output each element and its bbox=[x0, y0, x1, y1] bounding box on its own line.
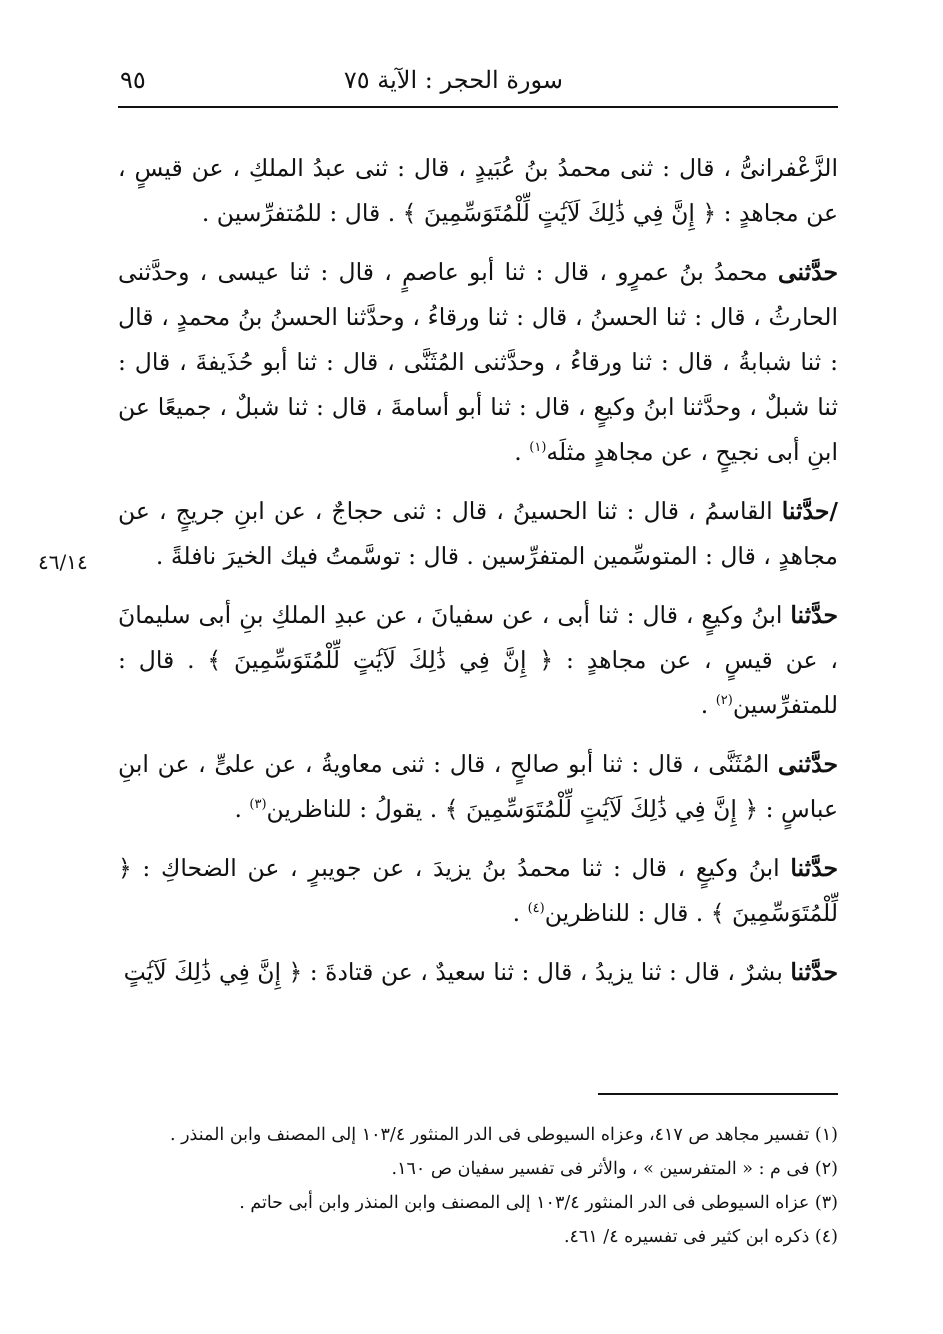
footnotes bbox=[118, 1118, 838, 1254]
footnote: (١) تفسير مجاهد ص ٤١٧، وعزاه السيوطى فى الدر المنثور ١٠٣/٤ إلى المصنف وابن المنذر . bbox=[169, 1125, 838, 1145]
paragraph-text: القاسمُ ، قال : ثنا الحسينُ ، قال : ثنى حجاجٌ ، عن ابنِ جريجٍ ، عن مجاهدٍ ، قال : المتوسِّمين المتفرِّسين . قال : توسَّمتُ فيك الخيرَ نافلةً . bbox=[118, 497, 838, 570]
footnote-marker: (٢) bbox=[715, 693, 733, 709]
paragraph-text: محمدُ بنُ عمرٍو ، قال : ثنا أبو عاصمٍ ، قال : ثنا عيسى ، وحدَّثنى الحارثُ ، قال : ثنا الحسنُ ، قال : ثنا ورقاءُ ، وحدَّثنا الحسنُ بنُ محمدٍ ، قال : ثنا شبابةُ ، قال : ثنا ورقاءُ ، وحدَّثنى المُثَنَّى ، قال : ثنا أبو حُذَيفةَ ، قال : ثنا شبلٌ ، وحدَّثنا ابنُ وكيعٍ ، قال : ثنا أبو أسامةَ ، قال : ثنا شبلٌ ، جميعًا عن ابنِ أبى نجيحٍ ، عن مجاهدٍ مثلَه bbox=[118, 258, 838, 466]
running-title: سورة الحجر : الآية ٧٥ bbox=[343, 66, 563, 94]
footnote-marker: (١) bbox=[529, 440, 547, 456]
paragraph-lead: حدَّثنا bbox=[790, 958, 838, 986]
footnote: (٢) فى م : « المتفرسين » ، والأثر فى تفسير سفيان ص ١٦٠. bbox=[391, 1159, 838, 1179]
paragraph bbox=[118, 950, 838, 995]
footnote-marker: (٤) bbox=[527, 901, 545, 917]
paragraph-text: المُثَنَّى ، قال : ثنا أبو صالحٍ ، قال : ثنى معاويةُ ، عن علىٍّ ، عن ابنِ عباسٍ : ﴿ إِنَّ فِي ذَٰلِكَ لَآيَٰتٍ لِّلْمُتَوَسِّمِينَ ﴾ . يقولُ : للناظرين bbox=[118, 750, 838, 823]
paragraph: حدَّثنى المُثَنَّى ، قال : ثنا أبو صالحٍ ، قال : ثنى معاويةُ ، عن علىٍّ ، عن ابنِ عباسٍ : ﴿ إِنَّ فِي ذَٰلِكَ لَآيَٰتٍ لِّلْمُتَوَسِّمِينَ ﴾ . يقولُ : للناظرين$^{(٣)}$ . bbox=[118, 750, 838, 823]
page-header bbox=[118, 58, 838, 108]
footnote-separator bbox=[598, 1093, 838, 1095]
paragraph bbox=[118, 146, 838, 236]
footnote: (٤) ذكره ابن كثير فى تفسيره ٤/ ٤٦١. bbox=[563, 1227, 838, 1247]
footnote: (٣) عزاه السيوطى فى الدر المنثور ١٠٣/٤ إلى المصنف وابن المنذر وابن أبى حاتم . bbox=[239, 1193, 838, 1213]
main-text bbox=[118, 146, 838, 1009]
paragraph: حدَّثنا ابنُ وكيعٍ ، قال : ثنا محمدُ بنُ يزيدَ ، عن جويبرٍ ، عن الضحاكِ : ﴿ لِّلْمُتَوَسِّمِينَ ﴾ . قال : للناظرين$^{(٤)}$ . bbox=[118, 854, 838, 927]
paragraph bbox=[118, 489, 838, 579]
margin-page-reference: ٤٦/١٤ bbox=[38, 550, 88, 574]
paragraph-lead: /حدَّثنا bbox=[781, 497, 838, 525]
page-number: ٩٥ bbox=[120, 66, 146, 94]
paragraph-text: ابنُ وكيعٍ ، قال : ثنا أبى ، عن سفيانَ ، عن عبدِ الملكِ بنِ أبى سليمانَ ، عن قيسٍ ، عن مجاهدٍ : ﴿ إِنَّ فِي ذَٰلِكَ لَآيَٰتٍ لِّلْمُتَوَسِّمِينَ ﴾ . قال : للمتفرِّسين bbox=[118, 601, 838, 719]
paragraph: حدَّثنا ابنُ وكيعٍ ، قال : ثنا أبى ، عن سفيانَ ، عن عبدِ الملكِ بنِ أبى سليمانَ ، عن قيسٍ ، عن مجاهدٍ : ﴿ إِنَّ فِي ذَٰلِكَ لَآيَٰتٍ لِّلْمُتَوَسِّمِينَ ﴾ . قال : للمتفرِّسين$^{(٢)}$ . bbox=[118, 601, 838, 719]
paragraph-lead: حدَّثنا bbox=[790, 601, 838, 629]
paragraph-text: ابنُ وكيعٍ ، قال : ثنا محمدُ بنُ يزيدَ ، عن جويبرٍ ، عن الضحاكِ : ﴿ لِّلْمُتَوَسِّمِينَ ﴾ . قال : للناظرين bbox=[118, 854, 838, 927]
paragraph-text: بشرٌ ، قال : ثنا يزيدُ ، قال : ثنا سعيدٌ ، عن قتادةَ : ﴿ إِنَّ فِي ذَٰلِكَ لَآيَٰتٍ bbox=[123, 958, 783, 986]
footnote-marker: (٣) bbox=[249, 797, 267, 813]
paragraph: حدَّثنى محمدُ بنُ عمرٍو ، قال : ثنا أبو عاصمٍ ، قال : ثنا عيسى ، وحدَّثنى الحارثُ ، قال : ثنا الحسنُ ، قال : ثنا ورقاءُ ، وحدَّثنا الحسنُ بنُ محمدٍ ، قال : ثنا شبابةُ ، قال : ثنا ورقاءُ ، وحدَّثنى المُثَنَّى ، قال : ثنا أبو حُذَيفةَ ، قال : ثنا شبلٌ ، وحدَّثنا ابنُ وكيعٍ ، قال : ثنا أبو أسامةَ ، قال : ثنا شبلٌ ، جميعًا عن ابنِ أبى نجيحٍ ، عن مجاهدٍ مثلَه$^{(١)}$ . bbox=[118, 258, 838, 466]
paragraph-text: الزَّعْفرانىُّ ، قال : ثنى محمدُ بنُ عُبَيدٍ ، قال : ثنى عبدُ الملكِ ، عن قيسٍ ، عن مجاهدٍ : ﴿ إِنَّ فِي ذَٰلِكَ لَآيَٰتٍ لِّلْمُتَوَسِّمِينَ ﴾ . قال : للمُتفرِّسين . bbox=[118, 154, 838, 227]
paragraph-lead: حدَّثنا bbox=[790, 854, 838, 882]
paragraph-lead: حدَّثنى bbox=[777, 258, 838, 286]
paragraph-lead: حدَّثنى bbox=[777, 750, 838, 778]
